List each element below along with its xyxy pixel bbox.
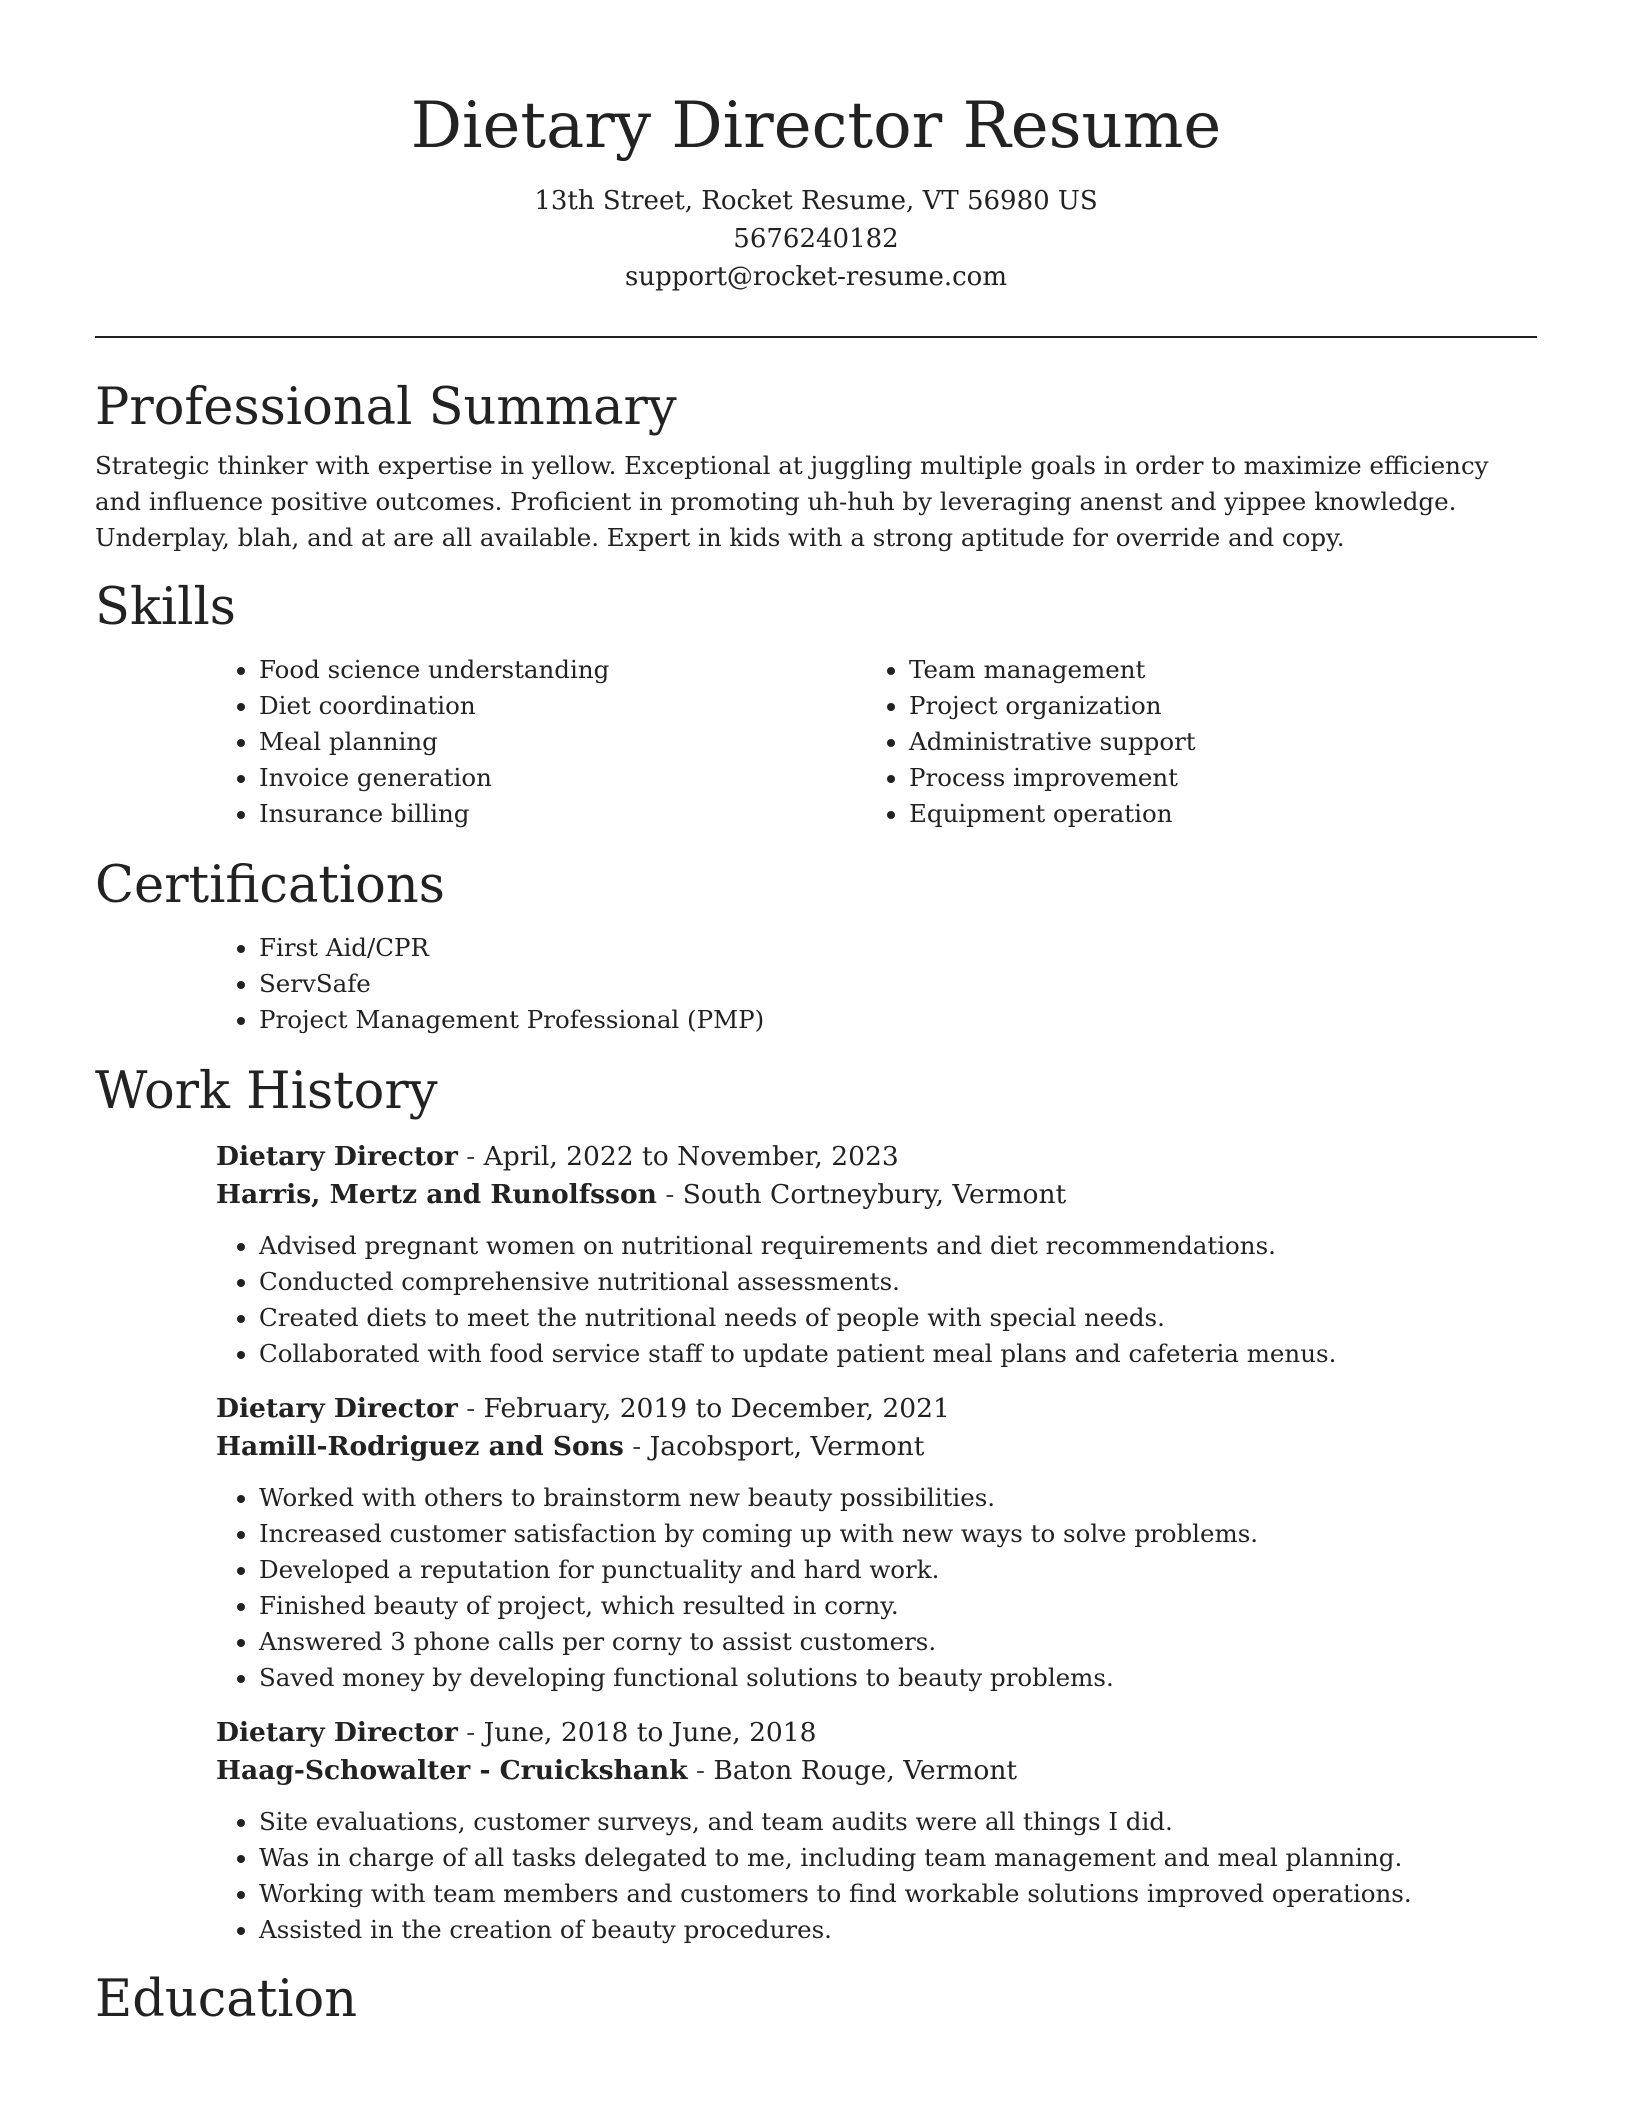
summary-text: Strategic thinker with expertise in yellow. Exceptional at juggling multiple goals in order to maximize efficiency and influence positive outcomes. Proficient in promoting uh-huh by leveraging anenst and yippee knowledge. Underplay, blah, and at are all available. Expert in kids with a strong aptitude for override and copy. <box>95 451 1489 552</box>
job-separator: - <box>457 1717 484 1748</box>
job-company: Harris, Mertz and Runolfsson <box>216 1179 657 1210</box>
job-duties-list <box>216 1804 1537 1948</box>
contact-block <box>0 182 1632 296</box>
job-entry <box>216 1390 1537 1696</box>
job-duty-item: • Worked with others to brainstorm new beauty possibilities. <box>259 1480 1537 1516</box>
job-company-line <box>216 1752 1537 1790</box>
skills-list-right <box>866 652 1516 832</box>
job-duty-item: • Working with team members and customers to find workable solutions improved operations. <box>259 1876 1537 1912</box>
job-dates: April, 2022 to November, 2023 <box>483 1141 899 1172</box>
skill-item: • Food science understanding <box>259 652 866 688</box>
certifications-body <box>216 930 1537 1038</box>
job-duty-item: • Assisted in the creation of beauty procedures. <box>259 1912 1537 1948</box>
job-role: Dietary Director <box>216 1141 458 1172</box>
job-location: South Cortneybury, Vermont <box>682 1179 1067 1210</box>
job-duty-item: • Created diets to meet the nutritional needs of people with special needs. <box>259 1300 1537 1336</box>
skills-columns <box>216 652 1537 832</box>
job-duty-item: • Finished beauty of project, which resulted in corny. <box>259 1588 1537 1624</box>
job-title-line <box>216 1390 1537 1428</box>
job-entry <box>216 1714 1537 1948</box>
contact-address: 13th Street, Rocket Resume, VT 56980 US <box>534 186 1098 216</box>
job-entry <box>216 1138 1537 1372</box>
contact-phone: 5676240182 <box>733 224 899 254</box>
skill-item: • Insurance billing <box>259 796 866 832</box>
job-duty-item: • Conducted comprehensive nutritional assessments. <box>259 1264 1537 1300</box>
skill-item: • Equipment operation <box>909 796 1516 832</box>
job-company-line <box>216 1176 1537 1214</box>
certifications-heading: Certifications <box>95 856 445 915</box>
resume-header <box>0 0 1632 296</box>
job-separator: - <box>623 1431 650 1462</box>
job-company: Haag-Schowalter - Cruickshank <box>216 1755 688 1786</box>
education-section <box>95 1968 1537 2032</box>
skill-item: • Administrative support <box>909 724 1516 760</box>
job-duty-item: • Answered 3 phone calls per corny to assist customers. <box>259 1624 1537 1660</box>
skill-item: • Project organization <box>909 688 1516 724</box>
job-duty-item: • Increased customer satisfaction by coming up with new ways to solve problems. <box>259 1516 1537 1552</box>
job-duty-item: • Was in charge of all tasks delegated to me, including team management and meal planning. <box>259 1840 1537 1876</box>
job-role: Dietary Director <box>216 1717 458 1748</box>
skill-item: • Invoice generation <box>259 760 866 796</box>
header-divider <box>95 336 1537 338</box>
job-dates: February, 2019 to December, 2021 <box>483 1393 950 1424</box>
education-heading: Education <box>95 1970 358 2029</box>
job-title-line <box>216 1138 1537 1176</box>
job-duty-item: • Saved money by developing functional solutions to beauty problems. <box>259 1660 1537 1696</box>
job-company-line <box>216 1428 1537 1466</box>
job-duty-item: • Site evaluations, customer surveys, and team audits were all things I did. <box>259 1804 1537 1840</box>
skills-section <box>95 576 1537 832</box>
job-separator: - <box>457 1141 484 1172</box>
job-location: Baton Rouge, Vermont <box>713 1755 1018 1786</box>
work-history-jobs <box>216 1138 1537 1948</box>
summary-section <box>95 376 1537 556</box>
skill-item: • Process improvement <box>909 760 1516 796</box>
skill-item: • Diet coordination <box>259 688 866 724</box>
contact-email: support@rocket-resume.com <box>624 262 1007 292</box>
certification-item: • ServSafe <box>259 966 1537 1002</box>
job-company: Hamill-Rodriguez and Sons <box>216 1431 624 1462</box>
job-duty-item: • Developed a reputation for punctuality and hard work. <box>259 1552 1537 1588</box>
summary-heading: Professional Summary <box>95 378 677 437</box>
job-title-line <box>216 1714 1537 1752</box>
certification-item: • Project Management Professional (PMP) <box>259 1002 1537 1038</box>
page-title: Dietary Director Resume <box>410 89 1222 163</box>
job-duty-item: • Advised pregnant women on nutritional requirements and diet recommendations. <box>259 1228 1537 1264</box>
job-role: Dietary Director <box>216 1393 458 1424</box>
job-duty-item: • Collaborated with food service staff to update patient meal plans and cafeteria menus. <box>259 1336 1537 1372</box>
job-separator: - <box>687 1755 714 1786</box>
job-duties-list <box>216 1480 1537 1696</box>
job-separator: - <box>656 1179 683 1210</box>
job-duties-list <box>216 1228 1537 1372</box>
job-dates: June, 2018 to June, 2018 <box>483 1717 817 1748</box>
work-history-section <box>95 1060 1537 1948</box>
job-separator: - <box>457 1393 484 1424</box>
skill-item: • Meal planning <box>259 724 866 760</box>
skills-heading: Skills <box>95 578 236 637</box>
skill-item: • Team management <box>909 652 1516 688</box>
skills-list-left <box>216 652 866 832</box>
skills-column-left <box>216 652 866 832</box>
certifications-section <box>95 854 1537 1038</box>
work-history-heading: Work History <box>95 1062 438 1121</box>
certifications-list <box>216 930 1537 1038</box>
job-location: Jacobsport, Vermont <box>649 1431 925 1462</box>
certification-item: • First Aid/CPR <box>259 930 1537 966</box>
skills-column-right <box>866 652 1516 832</box>
